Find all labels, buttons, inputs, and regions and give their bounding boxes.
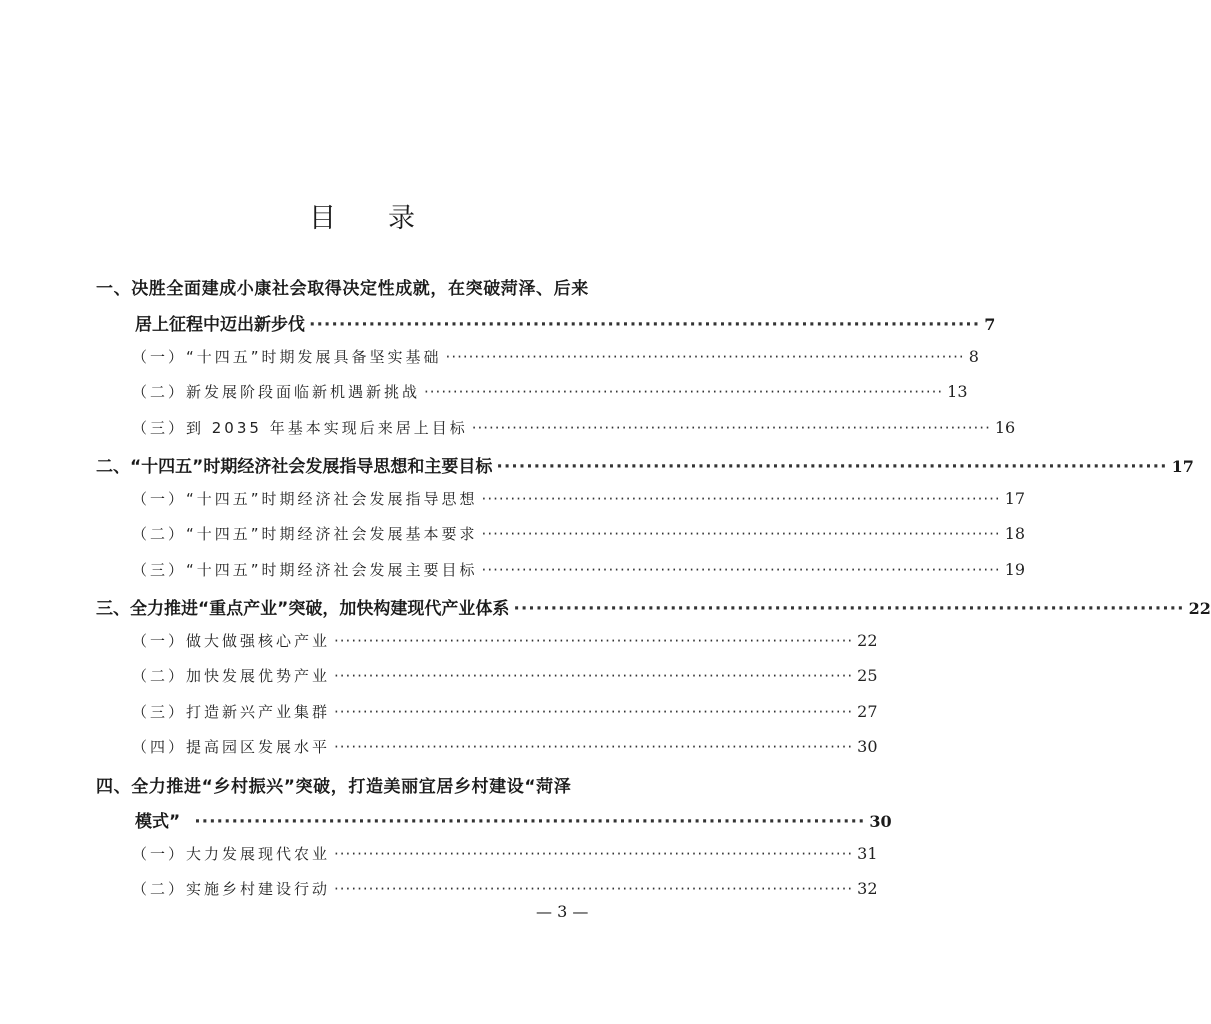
toc-title-char-1: 目 — [309, 203, 336, 234]
toc-page-number: 30 — [869, 812, 892, 831]
toc-entry-2-3[interactable] — [132, 559, 1026, 580]
toc-entry-3-4[interactable] — [132, 736, 878, 757]
leader-dots: ·························································································· — [481, 490, 1001, 508]
toc-entry-1-2[interactable] — [132, 381, 968, 402]
toc-entry-2-2[interactable] — [132, 523, 1026, 544]
toc-entry-label: （一）大力发展现代农业 — [132, 845, 331, 863]
toc-entry-label: （二）加快发展优势产业 — [132, 667, 331, 685]
toc-entry-4-1[interactable] — [132, 843, 878, 864]
toc-page-number: 30 — [857, 737, 878, 756]
toc-section-1[interactable] — [135, 310, 996, 335]
toc-entry-label: （二）“十四五”时期经济社会发展基本要求 — [132, 525, 478, 543]
toc-page-number: 7 — [984, 315, 996, 334]
toc-entry-label: （一）“十四五”时期发展具备坚实基础 — [132, 348, 442, 366]
toc-page-number: 17 — [1171, 457, 1194, 476]
toc-entry-label: （三）“十四五”时期经济社会发展主要目标 — [132, 561, 478, 579]
leader-dots: ·························································································· — [334, 845, 854, 863]
toc-section-1-line-2: 居上征程中迈出新步伐 — [135, 315, 305, 335]
toc-section-label: 三、全力推进“重点产业”突破，加快构建现代产业体系 — [96, 599, 510, 619]
leader-dots: ·························································································· — [481, 525, 1001, 543]
leader-dots: ·························································································· — [424, 383, 944, 401]
toc-entry-label: （二）新发展阶段面临新机遇新挑战 — [132, 383, 421, 401]
leader-dots: ·························································································· — [334, 703, 854, 721]
toc-section-label: 二、“十四五”时期经济社会发展指导思想和主要目标 — [96, 457, 493, 477]
leader-dots: ·························································································· — [471, 419, 991, 437]
toc-page-number: 32 — [857, 879, 878, 898]
toc-entry-label: （三）到 2035 年基本实现后来居上目标 — [132, 419, 468, 437]
toc-entry-1-1[interactable] — [132, 346, 979, 367]
toc-page-number: 16 — [994, 418, 1016, 437]
toc-entry-label: （二）实施乡村建设行动 — [132, 880, 331, 898]
toc-entry-3-1[interactable] — [132, 630, 878, 651]
leader-dots: ·························································································· — [334, 667, 854, 685]
leader-dots: ·························································································· — [334, 632, 854, 650]
leader-dots: ·························································································· — [334, 738, 854, 756]
toc-section-1-line-1[interactable]: 一、决胜全面建成小康社会取得决定性成就，在突破菏泽、后来 — [96, 279, 589, 299]
toc-entry-label: （四）提高园区发展水平 — [132, 738, 331, 756]
toc-page-number: 31 — [857, 844, 878, 863]
leader-dots: ·························································································· — [481, 561, 1001, 579]
toc-page-number: 13 — [947, 382, 968, 401]
toc-entry-label: （一）“十四五”时期经济社会发展指导思想 — [132, 490, 478, 508]
toc-page-number: 19 — [1004, 560, 1026, 579]
toc-entry-4-2[interactable] — [132, 878, 878, 899]
toc-page-number: 22 — [1188, 599, 1211, 618]
toc-section-4[interactable] — [135, 807, 892, 832]
toc-page-number: 17 — [1004, 489, 1026, 508]
toc-section-4-line-1[interactable]: 四、全力推进“乡村振兴”突破，打造美丽宜居乡村建设“菏泽 — [96, 777, 572, 797]
toc-page-number: 22 — [857, 631, 878, 650]
leader-dots: ·························································································· — [496, 457, 1168, 477]
toc-page-number: 25 — [857, 666, 878, 685]
toc-section-2[interactable] — [96, 452, 1194, 477]
toc-entry-1-3[interactable] — [132, 417, 1016, 438]
toc-entry-label: （三）打造新兴产业集群 — [132, 703, 331, 721]
toc-page-number: 8 — [968, 347, 979, 366]
leader-dots: ·························································································· — [309, 315, 981, 335]
leader-dots: ·························································································· — [445, 348, 965, 366]
toc-entry-label: （一）做大做强核心产业 — [132, 632, 331, 650]
toc-entry-3-2[interactable] — [132, 665, 878, 686]
toc-entry-3-3[interactable] — [132, 701, 878, 722]
toc-title-char-2: 录 — [388, 203, 415, 234]
toc-section-3[interactable] — [96, 594, 1211, 619]
leader-dots: ·························································································· — [513, 599, 1185, 619]
page-number-footer: — 3 — — [536, 902, 589, 921]
toc-page-number: 27 — [857, 702, 878, 721]
toc-entry-2-1[interactable] — [132, 488, 1026, 509]
toc-section-4-line-2: 模式” — [135, 812, 181, 832]
leader-dots: ·························································································· — [334, 880, 854, 898]
toc-page-number: 18 — [1004, 524, 1026, 543]
leader-dots: ·························································································· — [194, 812, 866, 832]
